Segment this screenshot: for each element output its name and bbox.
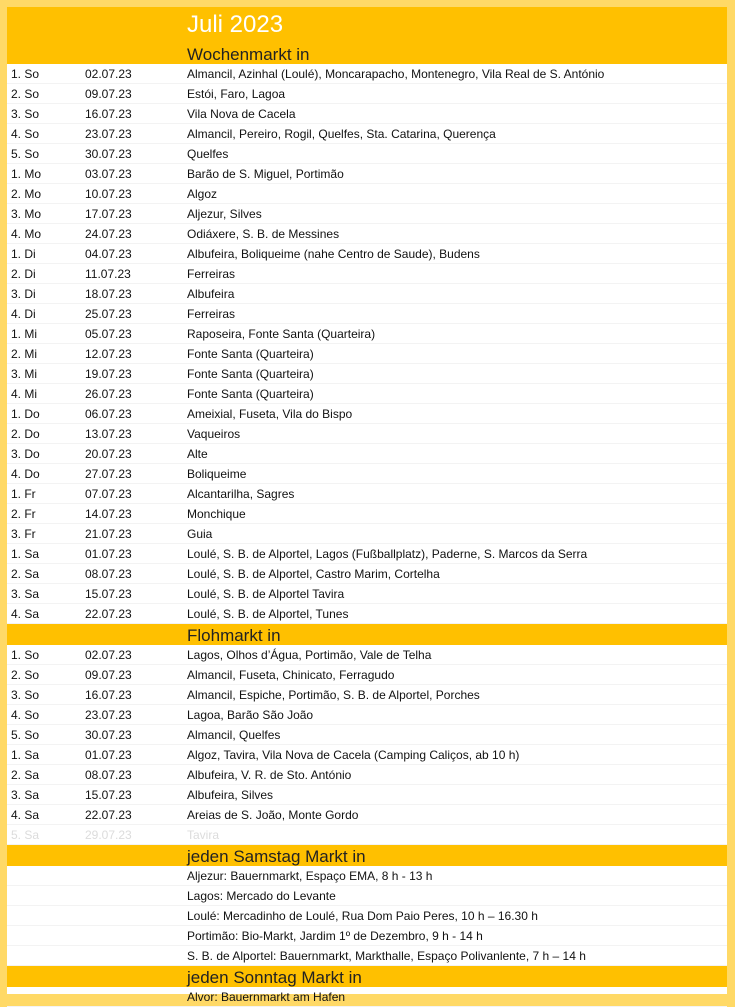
day-cell: 3. Fr	[11, 527, 36, 541]
day-cell: 5. Sa	[11, 828, 40, 842]
section-title: jeden Sonntag Markt in	[187, 968, 362, 987]
table-row	[7, 184, 727, 204]
date-cell: 08.07.23	[85, 567, 132, 581]
day-cell: 4. Mo	[11, 227, 42, 241]
places-cell: Lagoa, Barão São João	[187, 708, 314, 722]
date-cell: 15.07.23	[85, 587, 132, 601]
table-row	[7, 544, 727, 564]
market-calendar	[7, 7, 727, 1004]
table-row	[7, 384, 727, 404]
date-cell: 09.07.23	[85, 668, 132, 682]
places-cell: Loulé, S. B. de Alportel, Castro Marim, Cortelha	[187, 567, 440, 581]
date-cell: 10.07.23	[85, 187, 132, 201]
date-cell: 12.07.23	[85, 347, 132, 361]
places-cell: Loulé, S. B. de Alportel Tavira	[187, 587, 345, 601]
day-cell: 3. Mo	[11, 207, 42, 221]
table-row	[7, 825, 727, 845]
day-cell: 4. Sa	[11, 808, 40, 822]
day-cell: 4. Do	[11, 467, 40, 481]
day-cell: 3. Sa	[11, 587, 40, 601]
table-row	[7, 685, 727, 705]
places-cell: Almancil, Azinhal (Loulé), Moncarapacho, Montenegro, Vila Real de S. António	[187, 67, 605, 81]
places-cell: Albufeira, Boliqueime (nahe Centro de Saude), Budens	[187, 247, 480, 261]
table-row	[7, 264, 727, 284]
places-cell: Alcantarilha, Sagres	[187, 487, 295, 501]
places-cell: Albufeira, Silves	[187, 788, 274, 802]
table-row	[7, 584, 727, 604]
day-cell: 1. So	[11, 648, 40, 662]
date-cell: 29.07.23	[85, 828, 132, 842]
day-cell: 4. Mi	[11, 387, 38, 401]
places-cell: Loulé, S. B. de Alportel, Tunes	[187, 607, 349, 621]
day-cell: 2. Sa	[11, 768, 40, 782]
table-row	[7, 886, 727, 906]
table-row	[7, 104, 727, 124]
places-cell: Ferreiras	[187, 307, 236, 321]
date-cell: 06.07.23	[85, 407, 132, 421]
table-row	[7, 785, 727, 805]
date-cell: 01.07.23	[85, 748, 132, 762]
table-row	[7, 344, 727, 364]
places-cell: Quelfes	[187, 147, 229, 161]
table-row	[7, 504, 727, 524]
places-cell: Estói, Faro, Lagoa	[187, 87, 286, 101]
day-cell: 1. Do	[11, 407, 40, 421]
places-cell: Aljezur, Silves	[187, 207, 262, 221]
day-cell: 3. Di	[11, 287, 36, 301]
places-cell: Portimão: Bio-Markt, Jardim 1º de Dezembro, 9 h - 14 h	[187, 929, 483, 943]
date-cell: 05.07.23	[85, 327, 132, 341]
day-cell: 2. Do	[11, 427, 40, 441]
date-cell: 15.07.23	[85, 788, 132, 802]
month-title-bar	[7, 7, 727, 43]
places-cell: Ferreiras	[187, 267, 236, 281]
day-cell: 1. Di	[11, 247, 36, 261]
month-title: Juli 2023	[187, 11, 284, 38]
table-row	[7, 765, 727, 785]
date-cell: 16.07.23	[85, 107, 132, 121]
table-row	[7, 604, 727, 624]
places-cell: Almancil, Pereiro, Rogil, Quelfes, Sta. Catarina, Querença	[187, 127, 496, 141]
date-cell: 16.07.23	[85, 688, 132, 702]
section-header-flohmarkt	[7, 624, 727, 645]
table-row	[7, 484, 727, 504]
places-cell: Guia	[187, 527, 213, 541]
date-cell: 21.07.23	[85, 527, 132, 541]
places-cell: Algoz	[187, 187, 218, 201]
day-cell: 3. So	[11, 107, 40, 121]
day-cell: 4. So	[11, 708, 40, 722]
section-header-samstag	[7, 845, 727, 866]
places-cell: Almancil, Quelfes	[187, 728, 281, 742]
date-cell: 13.07.23	[85, 427, 132, 441]
day-cell: 1. So	[11, 67, 40, 81]
date-cell: 09.07.23	[85, 87, 132, 101]
places-cell: Ameixial, Fuseta, Vila do Bispo	[187, 407, 353, 421]
day-cell: 5. So	[11, 728, 40, 742]
date-cell: 25.07.23	[85, 307, 132, 321]
date-cell: 04.07.23	[85, 247, 132, 261]
places-cell: Algoz, Tavira, Vila Nova de Cacela (Camping Caliços, ab 10 h)	[187, 748, 520, 762]
date-cell: 14.07.23	[85, 507, 132, 521]
places-cell: Almancil, Espiche, Portimão, S. B. de Alportel, Porches	[187, 688, 480, 702]
day-cell: 1. Sa	[11, 748, 40, 762]
day-cell: 5. So	[11, 147, 40, 161]
places-cell: Lagos, Olhos d’Água, Portimão, Vale de Telha	[187, 648, 432, 662]
table-row	[7, 946, 727, 966]
table-row	[7, 906, 727, 926]
places-cell: Fonte Santa (Quarteira)	[187, 367, 314, 381]
table-row	[7, 244, 727, 264]
places-cell: Albufeira	[187, 287, 235, 301]
places-cell: Vila Nova de Cacela	[187, 107, 296, 121]
day-cell: 2. So	[11, 668, 40, 682]
table-row	[7, 284, 727, 304]
day-cell: 2. So	[11, 87, 40, 101]
table-row	[7, 564, 727, 584]
day-cell: 3. Mi	[11, 367, 38, 381]
date-cell: 30.07.23	[85, 728, 132, 742]
table-row	[7, 444, 727, 464]
places-cell: Raposeira, Fonte Santa (Quarteira)	[187, 327, 376, 341]
places-cell: Areias de S. João, Monte Gordo	[187, 808, 359, 822]
date-cell: 30.07.23	[85, 147, 132, 161]
date-cell: 19.07.23	[85, 367, 132, 381]
table-row	[7, 866, 727, 886]
table-row	[7, 404, 727, 424]
table-row	[7, 124, 727, 144]
places-cell: Monchique	[187, 507, 246, 521]
table-row	[7, 725, 727, 745]
table-row	[7, 64, 727, 84]
date-cell: 22.07.23	[85, 607, 132, 621]
places-cell: Alvor: Bauernmarkt am Hafen	[187, 990, 346, 1004]
date-cell: 08.07.23	[85, 768, 132, 782]
places-cell: Vaqueiros	[187, 427, 241, 441]
places-cell: Odiáxere, S. B. de Messines	[187, 227, 340, 241]
day-cell: 1. Fr	[11, 487, 36, 501]
places-cell: Albufeira, V. R. de Sto. António	[187, 768, 352, 782]
flohmarkt-list	[7, 645, 727, 845]
sonntag-list	[7, 987, 727, 1007]
table-row	[7, 705, 727, 725]
table-row	[7, 164, 727, 184]
day-cell: 4. So	[11, 127, 40, 141]
places-cell: Almancil, Fuseta, Chinicato, Ferragudo	[187, 668, 395, 682]
day-cell: 2. Sa	[11, 567, 40, 581]
date-cell: 22.07.23	[85, 808, 132, 822]
date-cell: 03.07.23	[85, 167, 132, 181]
date-cell: 24.07.23	[85, 227, 132, 241]
places-cell: S. B. de Alportel: Bauernmarkt, Markthalle, Espaço Polivanlente, 7 h – 14 h	[187, 949, 586, 963]
table-row	[7, 464, 727, 484]
day-cell: 1. Mi	[11, 327, 38, 341]
day-cell: 3. Sa	[11, 788, 40, 802]
places-cell: Alte	[187, 447, 208, 461]
date-cell: 23.07.23	[85, 708, 132, 722]
table-row	[7, 424, 727, 444]
date-cell: 02.07.23	[85, 67, 132, 81]
wochenmarkt-list	[7, 64, 727, 624]
day-cell: 3. Do	[11, 447, 40, 461]
date-cell: 18.07.23	[85, 287, 132, 301]
table-row	[7, 805, 727, 825]
day-cell: 1. Mo	[11, 167, 42, 181]
date-cell: 11.07.23	[85, 267, 131, 281]
date-cell: 02.07.23	[85, 648, 132, 662]
table-row	[7, 144, 727, 164]
table-row	[7, 204, 727, 224]
section-header-sonntag	[7, 966, 727, 987]
places-cell: Loulé, S. B. de Alportel, Lagos (Fußballplatz), Paderne, S. Marcos da Serra	[187, 547, 588, 561]
day-cell: 4. Sa	[11, 607, 40, 621]
table-row	[7, 84, 727, 104]
day-cell: 2. Mi	[11, 347, 38, 361]
day-cell: 3. So	[11, 688, 40, 702]
table-row	[7, 987, 727, 1007]
places-cell: Tavira	[187, 828, 220, 842]
places-cell: Aljezur: Bauernmarkt, Espaço EMA, 8 h - 13 h	[187, 869, 433, 883]
table-row	[7, 224, 727, 244]
places-cell: Barão de S. Miguel, Portimão	[187, 167, 344, 181]
table-row	[7, 745, 727, 765]
date-cell: 27.07.23	[85, 467, 132, 481]
table-row	[7, 304, 727, 324]
table-row	[7, 364, 727, 384]
day-cell: 4. Di	[11, 307, 36, 321]
date-cell: 20.07.23	[85, 447, 132, 461]
date-cell: 07.07.23	[85, 487, 132, 501]
table-row	[7, 645, 727, 665]
table-row	[7, 524, 727, 544]
places-cell: Boliqueime	[187, 467, 247, 481]
places-cell: Fonte Santa (Quarteira)	[187, 387, 314, 401]
day-cell: 1. Sa	[11, 547, 40, 561]
day-cell: 2. Mo	[11, 187, 42, 201]
date-cell: 01.07.23	[85, 547, 132, 561]
table-row	[7, 926, 727, 946]
samstag-list	[7, 866, 727, 966]
date-cell: 17.07.23	[85, 207, 132, 221]
date-cell: 26.07.23	[85, 387, 132, 401]
day-cell: 2. Di	[11, 267, 36, 281]
table-row	[7, 665, 727, 685]
date-cell: 23.07.23	[85, 127, 132, 141]
table-row	[7, 324, 727, 344]
places-cell: Fonte Santa (Quarteira)	[187, 347, 314, 361]
places-cell: Lagos: Mercado do Levante	[187, 889, 336, 903]
section-header-wochenmarkt	[7, 43, 727, 64]
section-title: Wochenmarkt in	[187, 45, 310, 64]
places-cell: Loulé: Mercadinho de Loulé, Rua Dom Paio Peres, 10 h – 16.30 h	[187, 909, 538, 923]
section-title: jeden Samstag Markt in	[187, 847, 366, 866]
section-title: Flohmarkt in	[187, 626, 281, 645]
day-cell: 2. Fr	[11, 507, 36, 521]
